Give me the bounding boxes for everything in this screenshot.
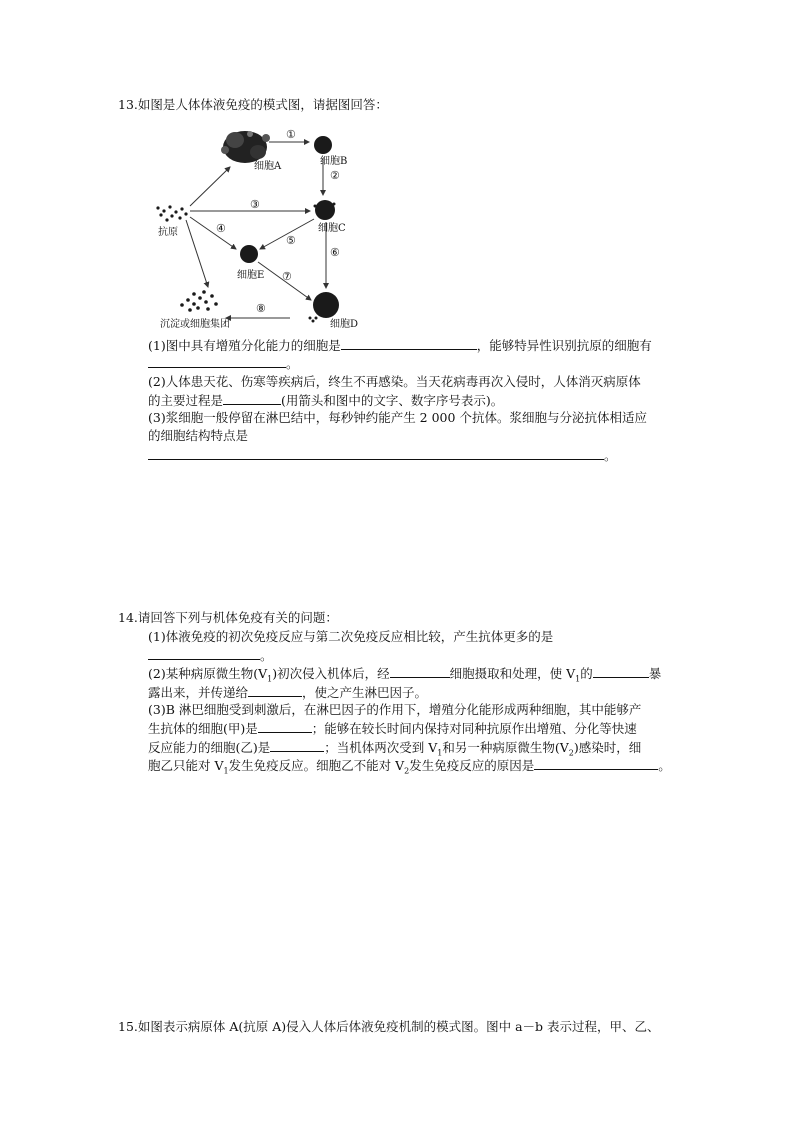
cell-d-icon — [313, 292, 339, 318]
immune-diagram — [150, 122, 359, 332]
q14-part1-line1: (1)体液免疫的初次免疫反应与第二次免疫反应相比较，产生抗体更多的是 — [148, 629, 554, 644]
antigen-label: 抗原 — [158, 227, 178, 238]
precipitate-icon — [180, 290, 218, 312]
q13-part1-line1: (1)图中具有增殖分化能力的细胞是 ，能够特异性识别抗原的细胞有 — [148, 338, 652, 353]
cell-c-icon — [315, 200, 335, 220]
step-2: ② — [330, 169, 340, 182]
q13-part2-line1: (2)人体患天花、伤寒等疾病后，终生不再感染。当天花病毒再次入侵时，人体消灭病原体 — [148, 374, 641, 389]
q13-part3-line2: 的细胞结构特点是 — [148, 428, 249, 443]
step-8: ⑧ — [256, 302, 266, 315]
step-5: ⑤ — [286, 234, 296, 247]
precipitate-label: 沉淀或细胞集团 — [160, 319, 230, 330]
q13-part2-line2: 的主要过程是 (用箭头和图中的文字、数字序号表示)。 — [148, 393, 504, 408]
step-7: ⑦ — [282, 270, 292, 283]
q14-part1-line2: 。 — [148, 646, 273, 665]
q13-part3-line3: 。 — [148, 446, 617, 465]
step-1: ① — [286, 128, 296, 141]
q14-part2-line2: 露出来，并传递给 ，使之产生淋巴因子。 — [148, 685, 428, 700]
q14-part2-line1: (2)某种病原微生物$(V_1)$初次侵入机体后，经 细胞摄取和处理，使 $V_1$的 暴 — [148, 666, 662, 684]
cell-b-label: 细胞B — [320, 156, 348, 167]
cell-a-label: 细胞A — [254, 161, 282, 172]
q14-part3-line3: 反应能力的细胞(乙)是 ；当机体两次受到 $V_1$和另一种病原微生物$(V_2)$感染时，细 — [148, 740, 642, 758]
q14-part3-line4: 胞乙只能对 $V_1$发生免疫反应。细胞乙不能对 $V_2$发生免疫反应的原因是 。 — [148, 758, 671, 776]
antigen-icon — [156, 205, 187, 221]
q13-part1-line2: 。 — [148, 354, 299, 373]
q13-title: 13.如图是人体体液免疫的模式图，请据图回答： — [118, 97, 388, 112]
cell-c-label: 细胞C — [318, 223, 346, 234]
q13-part3-line1: (3)浆细胞一般停留在淋巴结中，每秒钟约能产生 2 000 个抗体。浆细胞与分泌抗体相适应 — [148, 410, 647, 425]
q15-title: 15.如图表示病原体 A(抗原 A)侵入人体后体液免疫机制的模式图。图中 a－b 表示过程，甲、乙、 — [118, 1019, 660, 1034]
cell-b-icon — [314, 136, 332, 154]
cell-a-icon — [221, 131, 270, 163]
q14-part3-line2: 生抗体的细胞(甲)是 ；能够在较长时间内保持对同种抗原作出增殖、分化等快速 — [148, 721, 637, 736]
cell-d-label: 细胞D — [330, 319, 359, 330]
step-4: ④ — [216, 222, 226, 235]
cell-e-icon — [240, 245, 258, 263]
step-6: ⑥ — [330, 246, 340, 259]
q14-title: 14.请回答下列与机体免疫有关的问题： — [118, 610, 338, 625]
q14-part3-line1: (3)B 淋巴细胞受到刺激后，在淋巴因子的作用下，增殖分化能形成两种细胞，其中能够产 — [148, 702, 642, 717]
cell-e-label: 细胞E — [237, 270, 265, 281]
step-3: ③ — [250, 198, 260, 211]
